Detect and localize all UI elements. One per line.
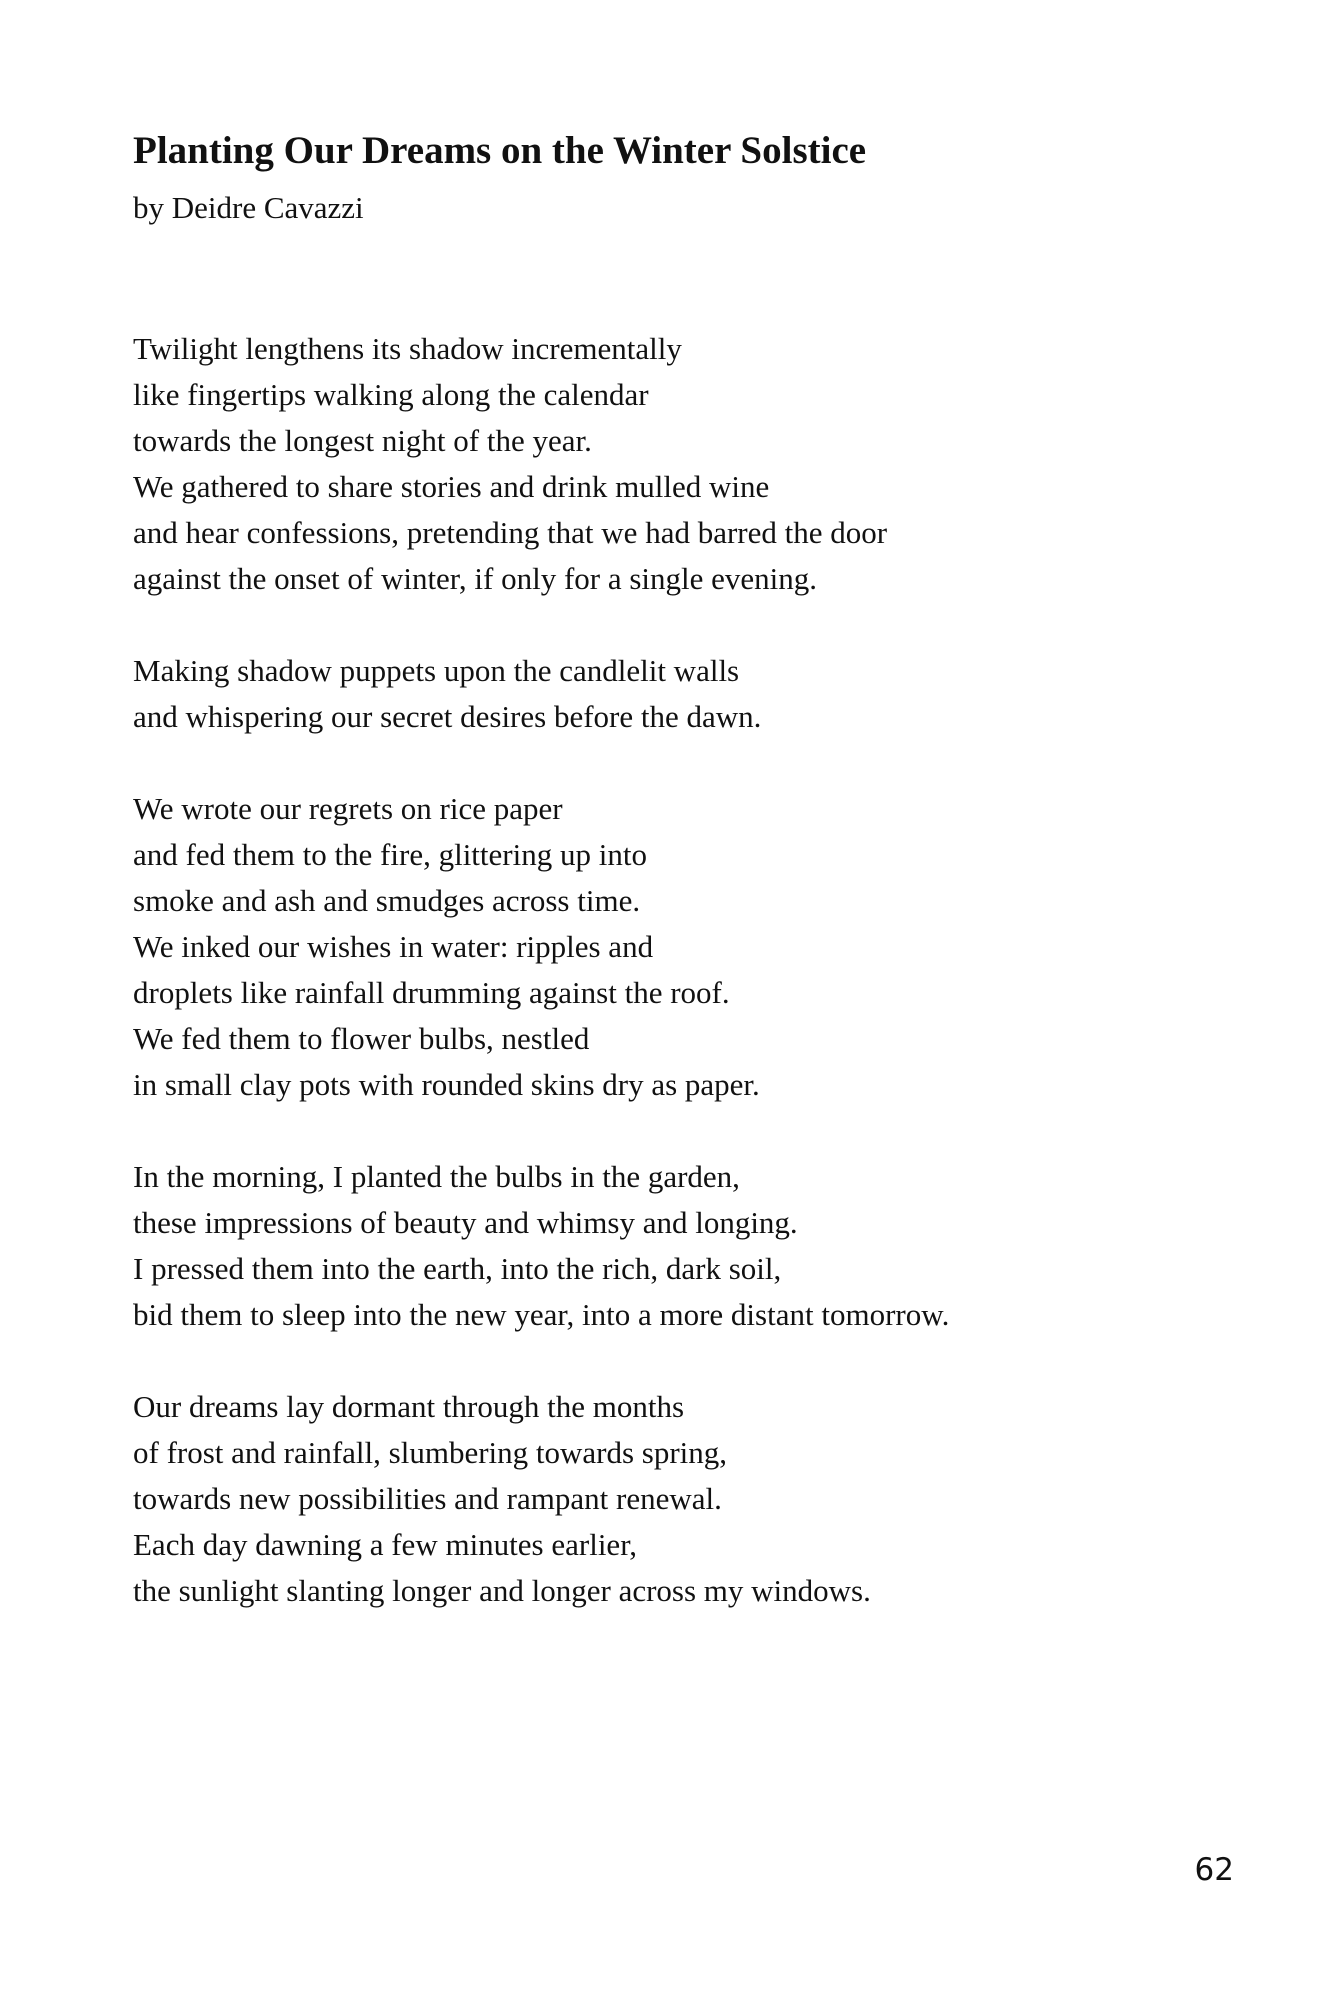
page-number: 62 [1194, 1852, 1234, 1888]
stanza [133, 1384, 1233, 1614]
poem-line: In the morning, I planted the bulbs in the garden, [133, 1159, 740, 1194]
poem-line: and fed them to the fire, glittering up into [133, 837, 647, 872]
poem-line: the sunlight slanting longer and longer across my windows. [133, 1573, 871, 1608]
poem-line: bid them to sleep into the new year, into a more distant tomorrow. [133, 1297, 950, 1332]
poem-line: We fed them to flower bulbs, nestled [133, 1021, 590, 1056]
poem-line: Each day dawning a few minutes earlier, [133, 1527, 638, 1562]
poem-line: Twilight lengthens its shadow incrementally [133, 331, 682, 366]
poem-line: and hear confessions, pretending that we had barred the door [133, 515, 888, 550]
poem-line: Our dreams lay dormant through the months [133, 1389, 685, 1424]
poem-line: against the onset of winter, if only for a single evening. [133, 561, 818, 596]
poem-line: We wrote our regrets on rice paper [133, 791, 563, 826]
poem-author: by Deidre Cavazzi [133, 190, 364, 225]
poem-line: I pressed them into the earth, into the rich, dark soil, [133, 1251, 782, 1286]
poem-line: We gathered to share stories and drink mulled wine [133, 469, 770, 504]
poem-line: towards the longest night of the year. [133, 423, 592, 458]
poem-line: Making shadow puppets upon the candlelit walls [133, 653, 740, 688]
poem-line: these impressions of beauty and whimsy and longing. [133, 1205, 798, 1240]
poem-line: in small clay pots with rounded skins dry as paper. [133, 1067, 760, 1102]
poem-line: towards new possibilities and rampant renewal. [133, 1481, 722, 1516]
stanza [133, 326, 1233, 602]
poem-line: droplets like rainfall drumming against the roof. [133, 975, 730, 1010]
poem-line: of frost and rainfall, slumbering towards spring, [133, 1435, 728, 1470]
poem-line: We inked our wishes in water: ripples and [133, 929, 654, 964]
poem-body [133, 326, 1233, 1660]
stanza [133, 648, 1233, 740]
poem-title: Planting Our Dreams on the Winter Solstice [133, 129, 867, 172]
stanza [133, 1154, 1233, 1338]
stanza [133, 786, 1233, 1108]
poem-line: smoke and ash and smudges across time. [133, 883, 641, 918]
poem-line: and whispering our secret desires before the dawn. [133, 699, 762, 734]
poem-line: like fingertips walking along the calendar [133, 377, 649, 412]
